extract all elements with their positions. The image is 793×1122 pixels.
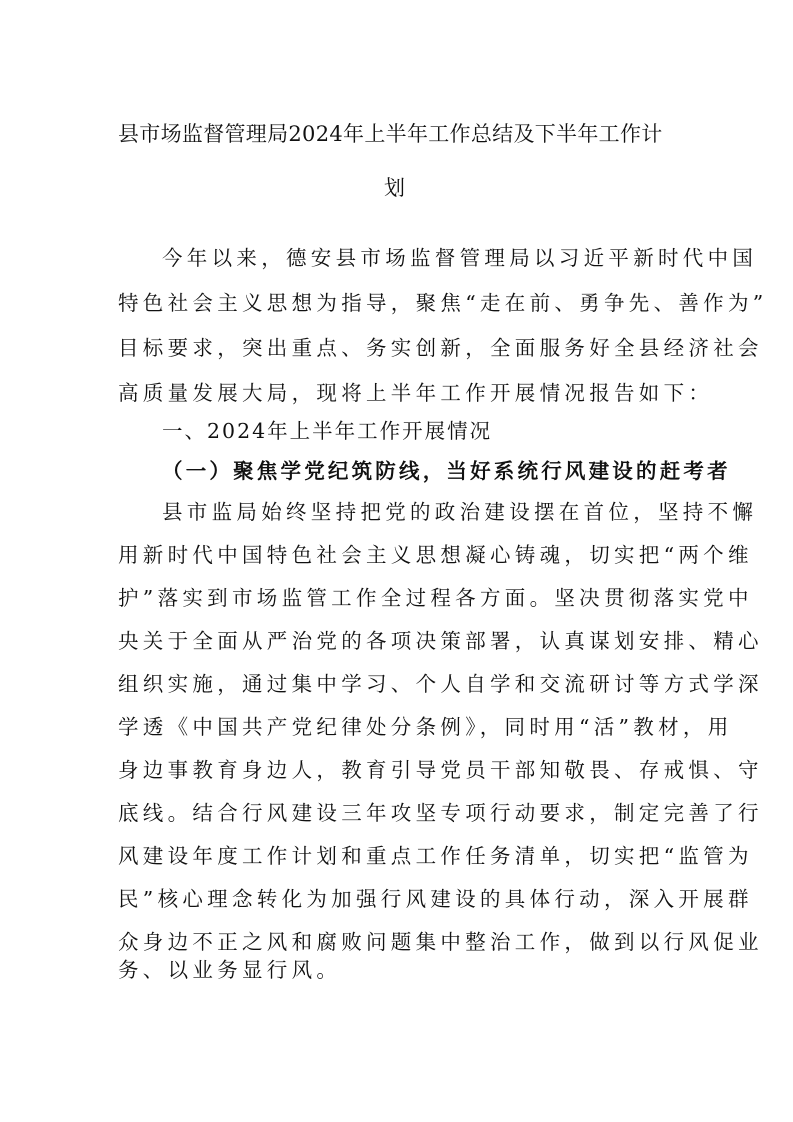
body-line-1: 县市监局始终坚持把党的政治建设摆在首位，坚持不懈 (162, 500, 758, 524)
document-title-line-2: 划 (384, 176, 406, 200)
body-line-9: 风建设年度工作计划和重点工作任务清单，切实把“监管为 (118, 844, 753, 868)
intro-line-2: 特色社会主义思想为指导，聚焦“走在前、勇争先、善作为” (118, 291, 768, 315)
body-line-6: 学透《中国共产党纪律处分条例》，同时用“活”教材，用 (118, 715, 733, 739)
body-line-12: 务、以业务显行风。 (118, 958, 342, 982)
body-line-8: 底线。结合行风建设三年攻坚专项行动要求，制定完善了行 (118, 801, 763, 825)
document-title-line-1: 县市场监督管理局2024年上半年工作总结及下半年工作计 (118, 122, 663, 146)
body-line-3: 护”落实到市场监管工作全过程各方面。坚决贯彻落实党中 (118, 586, 753, 610)
body-line-2: 用新时代中国特色社会主义思想凝心铸魂，切实把“两个维 (118, 543, 753, 567)
intro-line-1: 今年以来，德安县市场监督管理局以习近平新时代中国 (162, 246, 758, 270)
body-line-10: 民”核心理念转化为加强行风建设的具体行动，深入开展群 (118, 887, 753, 911)
body-line-7: 身边事教育身边人，教育引导党员干部知敬畏、存戒惧、守 (118, 758, 763, 782)
subsection-1-heading: （一）聚焦学党纪筑防线，当好系统行风建设的赶考者 (162, 459, 731, 483)
intro-line-4: 高质量发展大局，现将上半年工作开展情况报告如下： (118, 381, 714, 405)
section-1-heading: 一、2024年上半年工作开展情况 (162, 419, 493, 443)
intro-line-3: 目标要求，突出重点、务实创新，全面服务好全县经济社会 (118, 336, 763, 360)
body-line-5: 组织实施，通过集中学习、个人自学和交流研讨等方式学深 (118, 672, 763, 696)
body-line-11: 众身边不正之风和腐败问题集中整治工作，做到以行风促业 (118, 930, 763, 954)
body-line-4: 央关于全面从严治党的各项决策部署，认真谋划安排、精心 (118, 629, 763, 653)
